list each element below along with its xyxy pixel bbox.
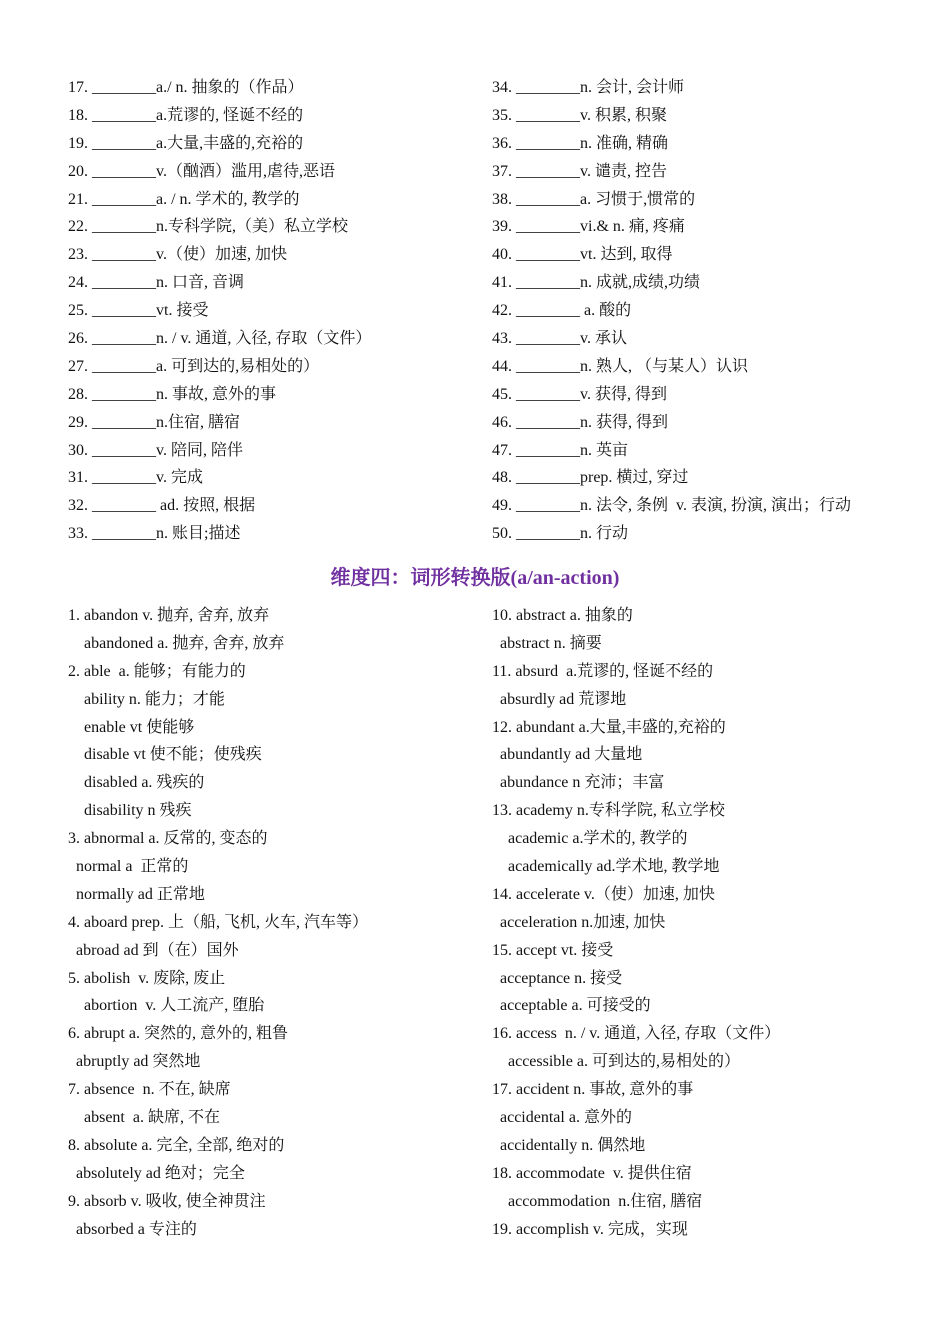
fill-in-item: 45. ________v. 获得, 得到	[492, 385, 667, 403]
fill-in-item: 17. ________a./ n. 抽象的（作品）	[68, 79, 304, 96]
fill-in-item: 40. ________vt. 达到, 取得	[492, 246, 673, 264]
fill-in-item: 22. ________n.专科学院,（美）私立学校	[68, 218, 349, 236]
conversion-item: 14. accelerate v.（使）加速, 加快	[492, 885, 715, 903]
conversion-item: abundance n 充沛；丰富	[492, 774, 665, 792]
conversion-item: 2. able a. 能够；有能力的	[68, 662, 246, 680]
conversion-item: abortion v. 人工流产, 堕胎	[68, 997, 265, 1015]
conversion-item: abroad ad 到（在）国外	[68, 941, 239, 959]
conversion-item: 6. abrupt a. 突然的, 意外的, 粗鲁	[68, 1025, 288, 1043]
conversion-item: 15. accept vt. 接受	[492, 941, 614, 959]
conversion-item: accidental a. 意外的	[492, 1109, 632, 1127]
fill-in-item: 33. ________n. 账目;描述	[68, 525, 241, 543]
fill-in-item: 48. ________prep. 横过, 穿过	[492, 469, 689, 487]
fill-in-item: 49. ________n. 法令, 条例 v. 表演, 扮演, 演出；行动	[492, 497, 851, 515]
fill-in-item: 21. ________a. / n. 学术的, 教学的	[68, 190, 300, 208]
conversion-item: academically ad.学术地, 教学地	[492, 858, 720, 876]
fill-in-item: 39. ________vi.& n. 痛, 疼痛	[492, 218, 685, 236]
conversion-item: disable vt 使不能；使残疾	[68, 746, 262, 764]
fill-in-item: 28. ________n. 事故, 意外的事	[68, 385, 277, 403]
conversion-item: 10. abstract a. 抽象的	[492, 607, 633, 624]
conversion-item: 16. access n. / v. 通道, 入径, 存取（文件）	[492, 1025, 781, 1043]
conversion-item: disabled a. 残疾的	[68, 774, 205, 792]
conversion-item: 5. abolish v. 废除, 废止	[68, 969, 226, 987]
fill-in-item: 44. ________n. 熟人, （与某人）认识	[492, 357, 749, 375]
conversion-item: academic a.学术的, 教学的	[492, 830, 688, 848]
fill-in-item: 43. ________v. 承认	[492, 330, 627, 348]
conversion-item: abruptly ad 突然地	[68, 1053, 201, 1071]
conversion-item: acceptance n. 接受	[492, 969, 623, 987]
fill-in-item: 34. ________n. 会计, 会计师	[492, 79, 685, 96]
conversion-item: accessible a. 可到达的,易相处的）	[492, 1053, 740, 1071]
conversion-item: acceleration n.加速, 加快	[492, 913, 666, 931]
conversion-item: acceptable a. 可接受的	[492, 997, 651, 1015]
conversion-item: absorbed a 专注的	[68, 1220, 197, 1238]
fill-in-item: 32. ________ ad. 按照, 根据	[68, 497, 256, 515]
conversion-item: 3. abnormal a. 反常的, 变态的	[68, 830, 268, 848]
fill-in-item: 24. ________n. 口音, 音调	[68, 274, 245, 292]
fill-in-left-column	[68, 74, 371, 548]
fill-in-item: 25. ________vt. 接受	[68, 302, 209, 320]
fill-in-item: 19. ________a.大量,丰盛的,充裕的	[68, 134, 304, 152]
conversion-item: 1. abandon v. 抛弃, 舍弃, 放弃	[68, 607, 270, 624]
fill-in-item: 23. ________v.（使）加速, 加快	[68, 246, 287, 264]
fill-in-item: 36. ________n. 准确, 精确	[492, 134, 669, 152]
fill-in-item: 30. ________v. 陪同, 陪伴	[68, 441, 243, 459]
fill-in-item: 38. ________a. 习惯于,惯常的	[492, 190, 696, 208]
fill-in-item: 29. ________n.住宿, 膳宿	[68, 413, 241, 431]
conversion-item: disability n 残疾	[68, 802, 192, 820]
conversion-item: 11. absurd a.荒谬的, 怪诞不经的	[492, 662, 714, 680]
conversion-item: 7. absence n. 不在, 缺席	[68, 1081, 231, 1099]
fill-in-item: 37. ________v. 谴责, 控告	[492, 162, 667, 180]
conversion-item: absurdly ad 荒谬地	[492, 690, 627, 708]
conversion-item: 12. abundant a.大量,丰盛的,充裕的	[492, 718, 726, 736]
conversion-item: 4. aboard prep. 上（船, 飞机, 火车, 汽车等）	[68, 913, 368, 931]
conversion-item: 19. accomplish v. 完成，实现	[492, 1220, 688, 1238]
fill-in-item: 26. ________n. / v. 通道, 入径, 存取（文件）	[68, 330, 372, 348]
conversion-item: accidentally n. 偶然地	[492, 1136, 646, 1154]
conversion-item: ability n. 能力；才能	[68, 690, 225, 708]
conversion-item: absent a. 缺席, 不在	[68, 1109, 220, 1127]
conversion-item: accommodation n.住宿, 膳宿	[492, 1192, 703, 1210]
conversion-right-column	[492, 602, 780, 1243]
conversion-item: 9. absorb v. 吸收, 使全神贯注	[68, 1192, 266, 1210]
fill-in-item: 18. ________a.荒谬的, 怪诞不经的	[68, 106, 304, 124]
fill-in-right-column	[492, 74, 851, 548]
fill-in-item: 20. ________v.（酗酒）滥用,虐待,恶语	[68, 162, 335, 180]
fill-in-item: 50. ________n. 行动	[492, 525, 629, 543]
fill-in-item: 31. ________v. 完成	[68, 469, 203, 487]
fill-in-item: 46. ________n. 获得, 得到	[492, 413, 669, 431]
conversion-item: 18. accommodate v. 提供住宿	[492, 1164, 692, 1182]
fill-in-item: 47. ________n. 英亩	[492, 441, 629, 459]
conversion-item: 8. absolute a. 完全, 全部, 绝对的	[68, 1136, 285, 1154]
conversion-item: 17. accident n. 事故, 意外的事	[492, 1081, 694, 1099]
conversion-left-column	[68, 602, 368, 1243]
fill-in-item: 41. ________n. 成就,成绩,功绩	[492, 274, 701, 292]
conversion-item: abandoned a. 抛弃, 舍弃, 放弃	[68, 634, 285, 652]
conversion-item: abstract n. 摘要	[492, 634, 602, 652]
conversion-item: normal a 正常的	[68, 858, 189, 876]
conversion-item: enable vt 使能够	[68, 718, 195, 736]
conversion-item: abundantly ad 大量地	[492, 746, 643, 764]
fill-in-item: 42. ________ a. 酸的	[492, 302, 632, 320]
conversion-item: 13. academy n.专科学院, 私立学校	[492, 802, 725, 820]
section-title: 维度四：词形转换版(a/an-action)	[330, 567, 620, 589]
fill-in-item: 35. ________v. 积累, 积聚	[492, 106, 667, 124]
conversion-item: absolutely ad 绝对；完全	[68, 1164, 245, 1182]
conversion-item: normally ad 正常地	[68, 885, 205, 903]
fill-in-item: 27. ________a. 可到达的,易相处的）	[68, 357, 320, 375]
